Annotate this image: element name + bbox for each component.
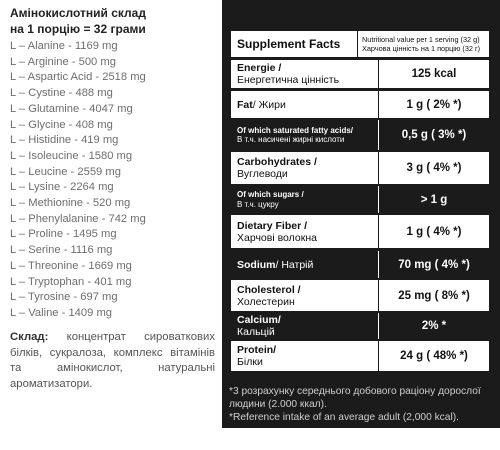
list-item: L – Tryptophan - 401 mg — [10, 275, 132, 288]
supplement-facts-panel — [222, 0, 500, 428]
row-label-en: Energie / — [237, 62, 282, 74]
list-item: L – Threonine - 1669 mg — [10, 259, 132, 272]
list-item: L – Aspartic Acid - 2518 mg — [10, 71, 146, 84]
composition-text — [10, 330, 215, 392]
footnote-ua: *3 розрахунку середнього добового раціону дорослої людини (2.000 ккал). — [229, 386, 481, 410]
row-label-en: Fat — [237, 98, 253, 111]
row-cholesterol — [231, 280, 489, 311]
list-item: L – Alanine - 1169 mg — [10, 40, 118, 52]
row-label-ua: / Жири — [252, 98, 286, 111]
row-value: 0,5 g ( 3% *) — [401, 129, 467, 141]
row-label-en: Of which sugars / — [237, 190, 304, 199]
row-label-en: Cholesterol / — [237, 283, 301, 296]
list-item: L – Glutamine - 4047 mg — [10, 102, 133, 115]
row-value: 3 g ( 4% *) — [406, 162, 462, 174]
row-label-ua: Холестерин — [237, 295, 295, 308]
row-energy — [231, 60, 489, 88]
composition-label: Склад: — [10, 331, 49, 343]
facts-header — [231, 31, 489, 57]
serving-note-en: Nutritional value per 1 serving (32 g) — [362, 35, 480, 44]
row-calcium — [231, 313, 489, 339]
row-label-en: Calcium/ — [237, 314, 281, 326]
row-value: 24 g ( 48% *) — [400, 350, 468, 362]
list-item: L – Serine - 1116 mg — [10, 244, 113, 257]
row-label-ua: Кальцій — [237, 326, 275, 338]
list-item: L – Glycine - 408 mg — [10, 118, 113, 131]
list-item: L – Isoleucine - 1580 mg — [10, 149, 133, 162]
row-value: 1 g ( 4% *) — [406, 225, 462, 238]
amino-title-line1: Амінокислотний склад — [10, 6, 146, 20]
row-label-en: Sodium — [237, 258, 276, 271]
row-dietary-fiber — [231, 215, 489, 248]
row-label-en: Of which saturated fatty acids/ — [237, 125, 354, 135]
list-item: L – Histidine - 419 mg — [10, 134, 119, 147]
row-value: 70 mg ( 4% *) — [398, 258, 470, 271]
row-label-ua: Енергетична цінність — [237, 74, 340, 86]
row-sodium — [231, 251, 489, 278]
row-sugars — [231, 186, 489, 213]
row-value: 2% * — [421, 320, 447, 332]
amino-acid-section — [10, 5, 215, 322]
row-protein — [231, 341, 489, 371]
row-label-ua: Вуглеводи — [237, 168, 288, 180]
list-item: L – Cystine - 488 mg — [10, 87, 113, 100]
row-label-ua: / Натрій — [275, 258, 314, 271]
list-item: L – Tyrosine - 697 mg — [10, 291, 118, 304]
list-item: L – Leucine - 2559 mg — [10, 165, 121, 178]
composition-body: концентрат сироваткових білків, сукралоза, комплекс вітамінів та амінокислот, натуральні ароматизатори. — [10, 331, 215, 390]
amino-acid-list — [10, 39, 215, 322]
row-label-en: Protein/ — [237, 344, 277, 356]
row-value: > 1 g — [420, 193, 448, 206]
row-label-ua: В т.ч. цукру — [237, 199, 279, 209]
row-label-ua: В т.ч. насичені жирні кислоти — [237, 135, 345, 144]
serving-note-ua: Харчова цінність на 1 порцію (32 г) — [362, 44, 481, 53]
row-label-ua: Харчові волокна — [237, 231, 317, 244]
serving-note — [357, 31, 489, 57]
list-item: L – Phenylalanine - 742 mg — [10, 212, 146, 225]
row-label-en: Carbohydrates / — [237, 156, 317, 168]
row-value: 125 kcal — [411, 68, 457, 80]
row-saturated-fat — [231, 120, 489, 150]
row-label-ua: Білки — [237, 356, 263, 368]
list-item: L – Methionine - 520 mg — [10, 197, 131, 210]
footnote-en: *Reference intake of an average adult (2,000 kcal). — [229, 412, 459, 423]
row-fat — [231, 91, 489, 118]
list-item: L – Proline - 1495 mg — [10, 228, 117, 241]
facts-title: Supplement Facts — [237, 37, 341, 51]
row-label-en: Dietary Fiber / — [237, 219, 308, 232]
amino-title-line2: на 1 порцію = 32 грами — [10, 22, 146, 36]
list-item: L – Lysine - 2264 mg — [10, 181, 114, 194]
row-value: 1 g ( 2% *) — [406, 98, 462, 111]
row-value: 25 mg ( 8% *) — [398, 289, 470, 302]
list-item: L – Valine - 1409 mg — [10, 306, 112, 319]
row-carbohydrates — [231, 152, 489, 184]
list-item: L – Arginine - 500 mg — [10, 55, 116, 68]
